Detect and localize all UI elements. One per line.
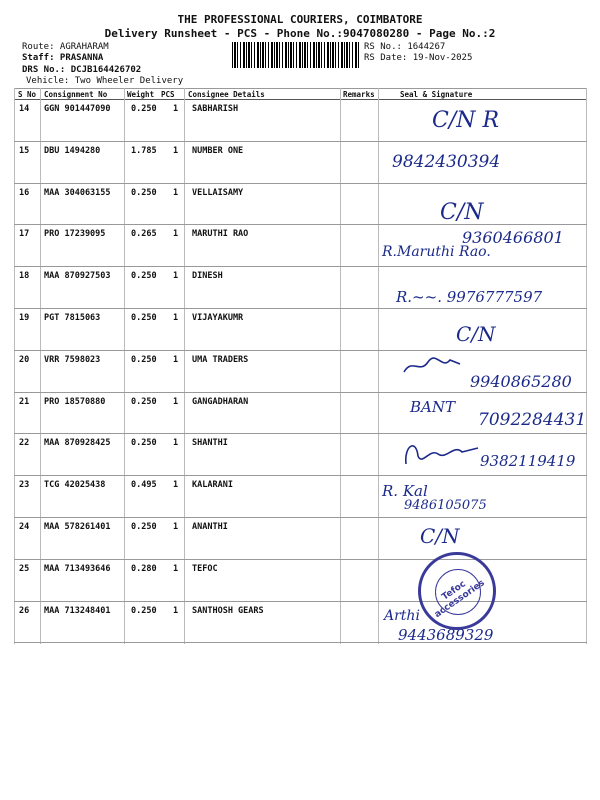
row-consignment-no: MAA 578261401 (44, 522, 111, 532)
handwritten-cn: C/N R (432, 108, 500, 133)
row-consignment-no: GGN 901447090 (44, 104, 111, 114)
row-consignment-no: VRR 7598023 (44, 355, 101, 365)
col-divider (378, 88, 379, 644)
row-sno: 20 (19, 355, 30, 365)
stamp-text: Tefoc accessories (432, 578, 487, 621)
handwritten-phone: 9360466801 (462, 228, 564, 247)
row-weight: 0.250 (131, 522, 157, 532)
row-weight: 0.495 (131, 480, 157, 490)
drs-number: DRS No.: DCJB164426702 (22, 65, 142, 75)
handwritten-cn: C/N (456, 322, 496, 346)
row-pcs: 1 (173, 146, 179, 156)
handwritten-phone: 9486105075 (404, 498, 487, 513)
row-sno: 23 (19, 480, 30, 490)
row-consignee: TEFOC (192, 564, 218, 574)
row-divider (14, 475, 587, 476)
staff: Staff: PRASANNA (22, 53, 104, 63)
row-divider (14, 559, 587, 560)
row-divider (14, 308, 587, 309)
row-pcs: 1 (173, 104, 179, 114)
row-consignment-no: PRO 17239095 (44, 229, 106, 239)
company-title: THE PROFESSIONAL COURIERS, COIMBATORE (177, 13, 423, 26)
table-top-border (14, 88, 587, 89)
handwritten-cn: C/N (440, 200, 484, 225)
route: Route: AGRAHARAM (22, 42, 109, 52)
col-weight: Weight (127, 90, 155, 99)
row-pcs: 1 (173, 522, 179, 532)
row-weight: 0.265 (131, 229, 157, 239)
handwritten-phone: 9382119419 (480, 452, 576, 470)
row-consignment-no: MAA 713248401 (44, 606, 111, 616)
col-sno: S No (18, 90, 37, 99)
row-consignment-no: TCG 42025438 (44, 480, 106, 490)
row-consignee: ANANTHI (192, 522, 228, 532)
row-sno: 19 (19, 313, 30, 323)
company-stamp (418, 552, 496, 630)
handwritten-name: BANT (410, 398, 455, 416)
row-sno: 16 (19, 188, 30, 198)
row-pcs: 1 (173, 355, 179, 365)
header-bottom-border (14, 99, 587, 100)
row-weight: 0.280 (131, 564, 157, 574)
col-divider (586, 88, 587, 644)
row-consignee: DINESH (192, 271, 223, 281)
row-consignment-no: MAA 713493646 (44, 564, 111, 574)
row-sno: 24 (19, 522, 30, 532)
row-sno: 17 (19, 229, 30, 239)
col-divider (14, 88, 15, 644)
rs-number: RS No.: 1644267 (364, 42, 446, 52)
row-consignment-no: DBU 1494280 (44, 146, 101, 156)
signature-scribble (400, 436, 480, 470)
signature-scribble (402, 354, 462, 376)
row-sno: 14 (19, 104, 30, 114)
row-divider (14, 141, 587, 142)
row-divider (14, 183, 587, 184)
row-consignee: KALARANI (192, 480, 233, 490)
col-seal: Seal & Signature (400, 90, 473, 99)
handwritten-phone: 9842430394 (392, 152, 501, 172)
row-consignee: MARUTHI RAO (192, 229, 249, 239)
row-pcs: 1 (173, 438, 179, 448)
row-sno: 22 (19, 438, 30, 448)
row-divider (14, 266, 587, 267)
row-divider (14, 517, 587, 518)
handwritten-phone: 9443689329 (398, 626, 494, 644)
row-weight: 0.250 (131, 271, 157, 281)
row-consignee: SANTHOSH GEARS (192, 606, 264, 616)
row-pcs: 1 (173, 606, 179, 616)
runsheet-subtitle: Delivery Runsheet - PCS - Phone No.:9047080280 - Page No.:2 (104, 27, 496, 40)
row-weight: 0.250 (131, 397, 157, 407)
row-weight: 0.250 (131, 606, 157, 616)
col-consignment: Consignment No (44, 90, 108, 99)
row-weight: 0.250 (131, 355, 157, 365)
row-sno: 15 (19, 146, 30, 156)
row-pcs: 1 (173, 480, 179, 490)
col-consignee: Consignee Details (188, 90, 265, 99)
row-consignment-no: PGT 7815063 (44, 313, 101, 323)
row-consignment-no: PRO 18570880 (44, 397, 106, 407)
col-divider (340, 88, 341, 644)
row-consignment-no: MAA 304063155 (44, 188, 111, 198)
handwritten-phone: R.~~. 9976777597 (396, 288, 543, 306)
handwritten-name: Arthi (384, 608, 420, 624)
rs-date: RS Date: 19-Nov-2025 (364, 53, 473, 63)
row-pcs: 1 (173, 564, 179, 574)
handwritten-phone: 9940865280 (470, 372, 572, 391)
row-sno: 25 (19, 564, 30, 574)
col-divider (184, 88, 185, 644)
row-weight: 0.250 (131, 104, 157, 114)
row-consignee: VELLAISAMY (192, 188, 244, 198)
col-divider (124, 88, 125, 644)
col-remarks: Remarks (343, 90, 375, 99)
row-divider (14, 224, 587, 225)
row-consignment-no: MAA 870928425 (44, 438, 111, 448)
col-divider (40, 88, 41, 644)
row-consignee: SABHARISH (192, 104, 239, 114)
row-consignee: SHANTHI (192, 438, 228, 448)
row-consignee: GANGADHARAN (192, 397, 249, 407)
row-pcs: 1 (173, 188, 179, 198)
row-consignment-no: MAA 870927503 (44, 271, 111, 281)
row-pcs: 1 (173, 397, 179, 407)
col-pcs: PCS (161, 90, 175, 99)
vehicle: Vehicle: Two Wheeler Delivery (26, 76, 184, 86)
row-divider (14, 392, 587, 393)
row-consignee: VIJAYAKUMR (192, 313, 244, 323)
row-divider (14, 642, 587, 643)
row-divider (14, 601, 587, 602)
row-consignee: UMA TRADERS (192, 355, 249, 365)
handwritten-cn: C/N (420, 524, 460, 548)
row-weight: 1.785 (131, 146, 157, 156)
row-weight: 0.250 (131, 438, 157, 448)
row-sno: 21 (19, 397, 30, 407)
row-pcs: 1 (173, 313, 179, 323)
row-pcs: 1 (173, 271, 179, 281)
barcode-image (232, 42, 360, 68)
row-consignee: NUMBER ONE (192, 146, 244, 156)
row-sno: 18 (19, 271, 30, 281)
handwritten-phone: 7092284431 (478, 410, 587, 430)
row-weight: 0.250 (131, 313, 157, 323)
row-pcs: 1 (173, 229, 179, 239)
row-sno: 26 (19, 606, 30, 616)
row-divider (14, 433, 587, 434)
row-weight: 0.250 (131, 188, 157, 198)
row-divider (14, 350, 587, 351)
handwritten-name: R.Maruthi Rao. (382, 244, 491, 260)
handwritten-name: R. Kal (382, 482, 428, 500)
